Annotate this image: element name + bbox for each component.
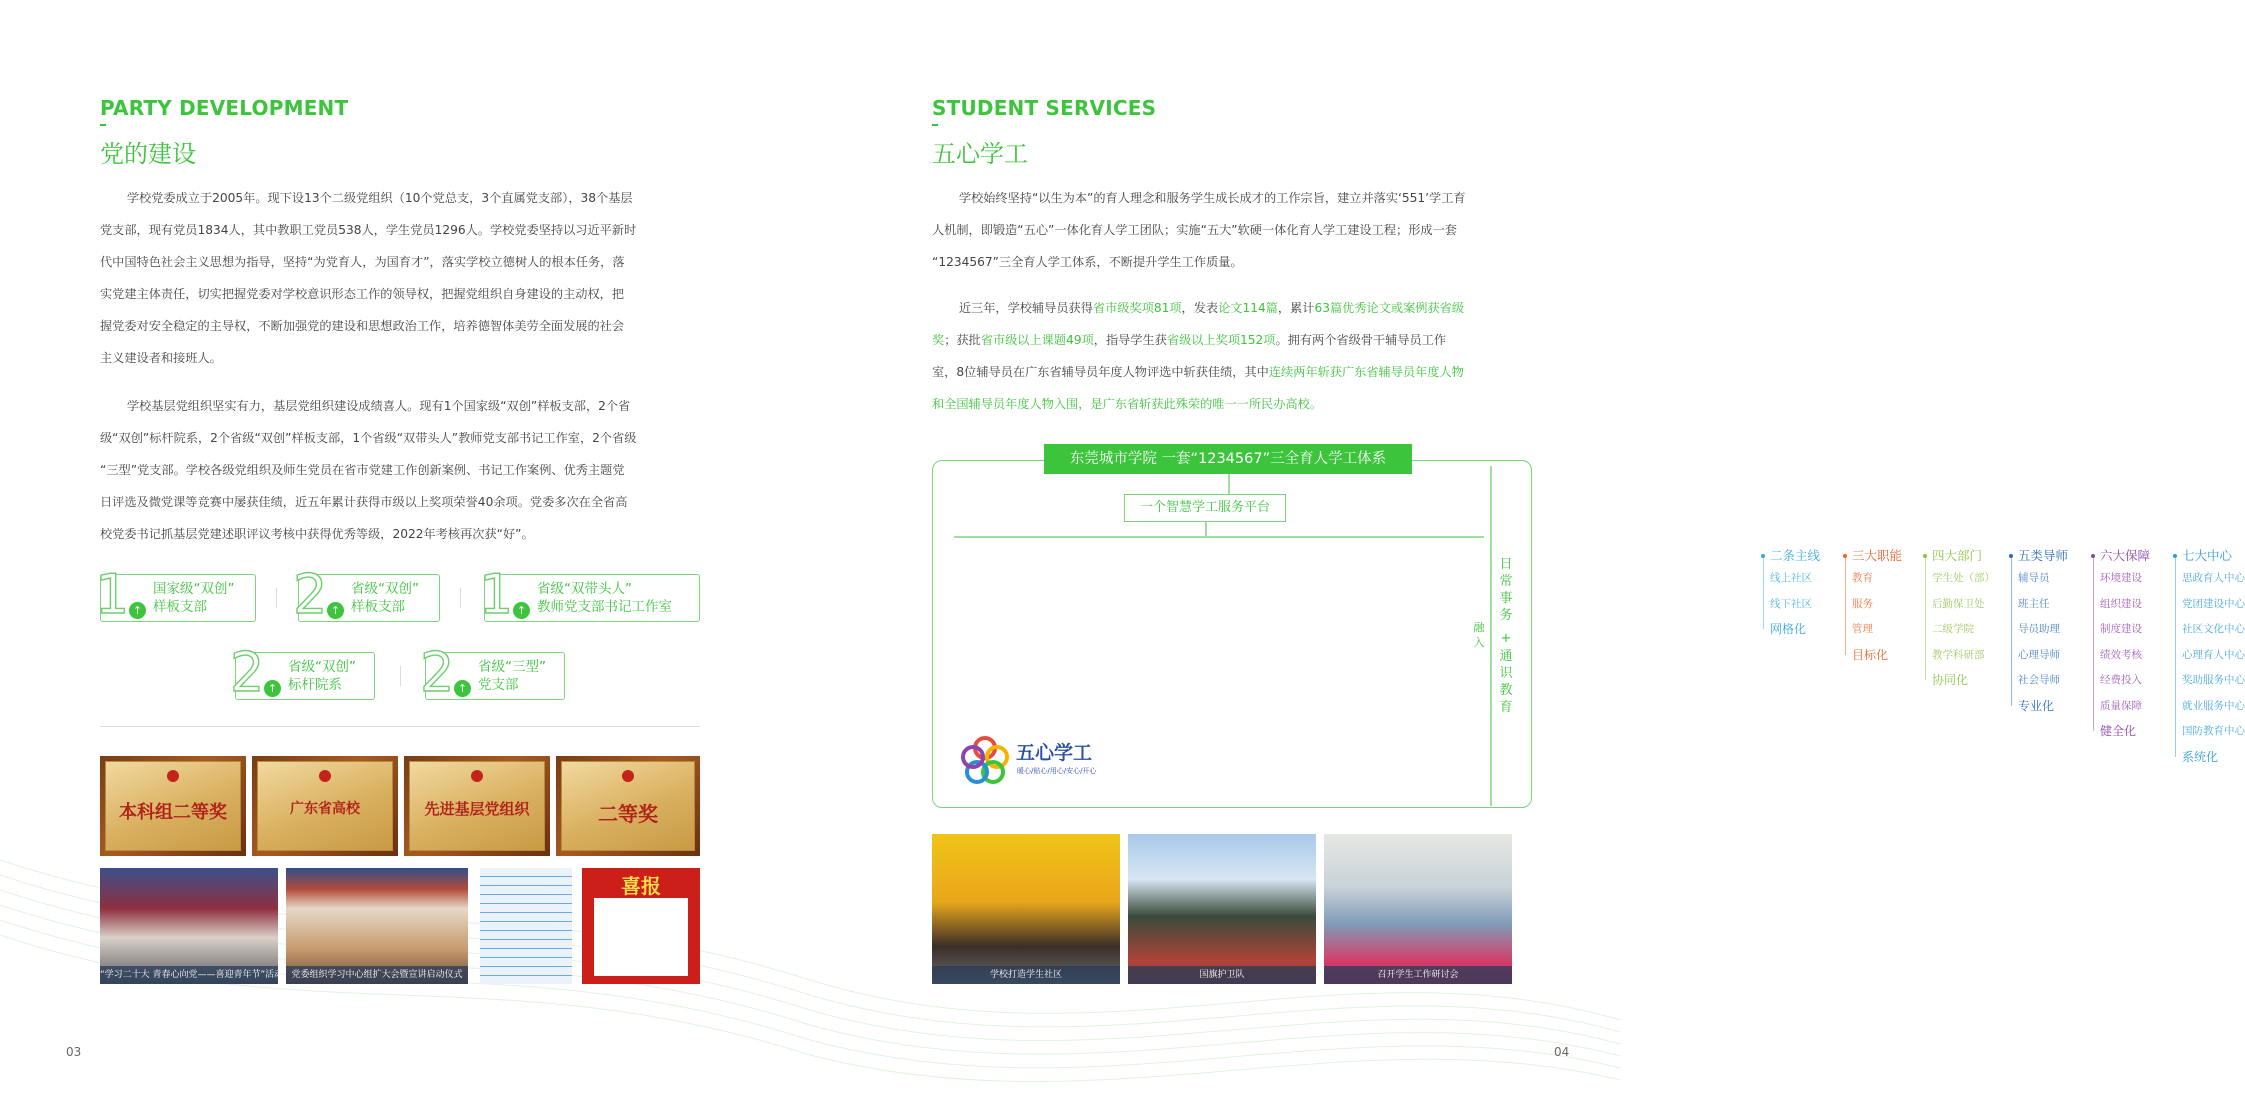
group-photo-image <box>100 868 284 984</box>
plaque-text: 本科组二等奖 <box>119 802 227 823</box>
award-plaque-image <box>252 756 398 856</box>
award-line2: 教师党支部书记工作室 <box>537 599 672 615</box>
award-national-model-branch <box>95 563 256 626</box>
diagram-header: 东莞城市学院 一套“1234567”三全育人学工体系 <box>1044 444 1412 474</box>
column-heading: 五类导师 <box>2018 548 2069 563</box>
section-en-title: PARTY DEVELOPMENT <box>100 96 349 120</box>
paragraph-text: 近三年，学校辅导员获得 <box>958 301 1093 315</box>
award-number: 2 <box>420 641 455 704</box>
up-arrow-icon: ↑ <box>454 680 471 697</box>
up-arrow-icon: ↑ <box>129 602 146 619</box>
award-number: 1 <box>479 563 514 626</box>
diagram-column <box>2182 546 2245 769</box>
right-page-student-services <box>810 0 2245 1100</box>
highlighted-text: 63篇优秀论文或案例获省级 <box>1314 301 1465 315</box>
paragraph-line <box>932 292 1532 324</box>
column-line <box>1763 558 1764 629</box>
award-provincial-model-branch <box>293 563 440 626</box>
column-footer: 系统化 <box>2182 749 2219 764</box>
side-label-general-education: 通 识 教 育 <box>1499 649 1513 715</box>
column-item: 环境建设 <box>2100 572 2142 584</box>
counselor-achievements-paragraph <box>932 292 1532 420</box>
column-item: 导员助理 <box>2018 623 2060 635</box>
page-number: 03 <box>66 1045 82 1059</box>
column-item: 制度建设 <box>2100 623 2142 635</box>
column-line <box>1925 558 1926 680</box>
highlighted-text: 省级以上奖项152项 <box>1166 333 1276 347</box>
section-divider <box>100 726 700 727</box>
award-line2: 样板支部 <box>351 599 405 615</box>
section-en-title: STUDENT SERVICES <box>932 96 1157 120</box>
column-item: 社区文化中心 <box>2182 623 2245 635</box>
award-number: 2 <box>293 563 328 626</box>
section-cn-title: 党的建设 <box>100 140 196 168</box>
column-item: 就业服务中心 <box>2182 699 2245 712</box>
diagram-column <box>2018 546 2068 718</box>
award-plaque-image <box>100 756 246 856</box>
paragraph-line: 主义建设者和接班人。 <box>100 351 222 365</box>
plaque-text: 先进基层党组织 <box>424 800 530 818</box>
diagram-column <box>1852 546 1902 667</box>
photo-caption: 召开学生工作研讨会 <box>1324 966 1512 984</box>
column-item: 管理 <box>1852 623 1873 635</box>
divider <box>276 588 277 608</box>
column-item: 线下社区 <box>1770 597 1812 610</box>
photo-caption: 学校打造学生社区 <box>932 966 1120 984</box>
flag-guard-photo-image <box>1128 834 1316 984</box>
column-item: 社会导师 <box>2018 674 2060 686</box>
column-item: 教学科研部 <box>1932 648 1985 661</box>
paragraph-line: 学校基层党组织坚实有力，基层党组织建设成绩喜人。现有1个国家级“双创”样板支部，2个省 <box>126 399 631 413</box>
connector-line <box>954 536 1484 538</box>
page-number: 04 <box>1554 1045 1570 1059</box>
paragraph-line: 握党委对安全稳定的主导权，不断加强党的建设和思想政治工作，培养德智体美劳全面发展的社会 <box>100 319 625 333</box>
paragraph-text: 室，8位辅导员在广东省辅导员年度人物评选中斩获佳绩，其中 <box>932 365 1269 379</box>
column-line <box>1845 558 1846 655</box>
column-heading: 六大保障 <box>2100 548 2151 563</box>
column-item: 后勤保卫处 <box>1932 597 1985 610</box>
column-heading: 七大中心 <box>2182 548 2233 563</box>
paragraph-line: “三型”党支部。学校各级党组织及师生党员在省市党建工作创新案例、书记工作案例、优秀主题党 <box>100 463 625 477</box>
paragraph-line <box>932 324 1532 356</box>
column-item: 心理育人中心 <box>2182 648 2245 661</box>
column-footer: 目标化 <box>1852 647 1889 662</box>
party-intro-paragraph <box>100 182 700 374</box>
column-footer: 网格化 <box>1770 622 1807 636</box>
photo-caption: “学习二十大 青春心向党——喜迎青年节”活动 <box>100 966 278 984</box>
paragraph-line: “1234567”三全育人学工体系，不断提升学生工作质量。 <box>932 255 1243 269</box>
award-line2: 标杆院系 <box>288 677 342 693</box>
left-page-party-development <box>0 0 810 1100</box>
award-line1: 省级“双带头人” <box>537 581 632 597</box>
award-line1: 省级“双创” <box>288 659 356 675</box>
column-heading: 四大部门 <box>1932 548 1983 563</box>
award-line1: 省级“双创” <box>351 581 419 597</box>
photo-caption: 国旗护卫队 <box>1128 966 1316 984</box>
column-item: 服务 <box>1852 597 1873 610</box>
column-item: 二级学院 <box>1932 623 1974 635</box>
column-item: 学生处（部） <box>1932 572 1995 584</box>
logo-title: 五心学工 <box>1016 742 1093 764</box>
title-tick <box>932 124 938 126</box>
highlighted-text: 省市级奖项81项 <box>1092 301 1182 315</box>
plaque-text: 二等奖 <box>598 802 658 826</box>
column-item: 质量保障 <box>2100 699 2142 712</box>
award-three-type-branch <box>420 641 565 704</box>
paragraph-text: 。拥有两个省级骨干辅导员工作 <box>1275 333 1447 347</box>
column-item: 班主任 <box>2018 597 2050 610</box>
award-plaque-image <box>556 756 700 856</box>
title-tick <box>100 124 106 126</box>
column-heading: 二条主线 <box>1770 548 1821 563</box>
divider <box>400 666 401 686</box>
paragraph-line: 级“双创”标杆院系，2个省级“双创”样板支部，1个省级“双带头人”教师党支部书记工作室，2个省级 <box>100 431 637 445</box>
party-achievements-paragraph <box>100 390 700 550</box>
announcement-photo-image <box>582 868 700 984</box>
paragraph-text: ，发表 <box>1181 301 1219 315</box>
seminar-photo-image <box>1324 834 1512 984</box>
award-provincial-benchmark-department <box>230 641 375 704</box>
column-footer: 协同化 <box>1932 673 1969 687</box>
column-item: 奖助服务中心 <box>2182 674 2245 686</box>
highlighted-text: 连续两年斩获广东省辅导员年度人物 <box>1268 365 1464 379</box>
award-line1: 国家级“双创” <box>153 581 235 597</box>
column-line <box>2175 558 2176 757</box>
paragraph-line: 日评选及微党课等竞赛中屡获佳绩，近五年累计获得市级以上奖项荣誉40余项。党委多次在全省高 <box>100 495 628 509</box>
plus-sign: + <box>1500 631 1512 646</box>
up-arrow-icon: ↑ <box>327 602 344 619</box>
highlighted-text: 论文114篇 <box>1218 301 1278 315</box>
highlighted-text: 省市级以上课题49项 <box>980 333 1094 347</box>
column-heading: 三大职能 <box>1852 548 1903 563</box>
column-item: 线上社区 <box>1770 572 1812 584</box>
paragraph-text: ；获批 <box>944 333 981 347</box>
side-label-daily-affairs: 日 常 事 务 <box>1499 557 1513 623</box>
paragraph-text: ，指导学生获 <box>1093 333 1167 347</box>
paragraph-line: 学校始终坚持“以生为本”的育人理念和服务学生成长成才的工作宗旨，建立并落实‘551’学工育 <box>958 191 1466 205</box>
column-item: 绩效考核 <box>2100 648 2142 661</box>
column-footer: 健全化 <box>2100 724 2137 738</box>
platform-box: 一个智慧学工服务平台 <box>1124 494 1286 522</box>
up-arrow-icon: ↑ <box>264 680 281 697</box>
connector-line <box>1205 522 1207 536</box>
paragraph-line: 人机制，即锻造“五心”一体化育人学工团队；实施“五大”软硬一体化育人学工建设工程；形成一套 <box>932 223 1457 237</box>
wuxin-logo-icon <box>958 734 1012 788</box>
award-number: 2 <box>230 641 265 704</box>
connector-line <box>1228 474 1230 494</box>
award-line1: 省级“三型” <box>478 659 546 675</box>
diagram-column <box>1770 546 1820 641</box>
highlighted-text: 奖 <box>932 333 945 347</box>
award-line2: 样板支部 <box>153 599 207 615</box>
document-photo-image <box>480 868 572 984</box>
logo-subtitle: 暖心/贴心/用心/安心/开心 <box>1017 767 1097 775</box>
diagram-column <box>2100 546 2150 743</box>
meeting-photo-image <box>286 868 468 984</box>
paragraph-text: ，累计 <box>1277 301 1315 315</box>
highlighted-text: 和全国辅导员年度人物入围，是广东省斩获此殊荣的唯一一所民办高校。 <box>932 397 1322 411</box>
up-arrow-icon: ↑ <box>513 602 530 619</box>
section-cn-title: 五心学工 <box>932 140 1028 168</box>
award-plaque-image <box>404 756 550 856</box>
column-line <box>2093 558 2094 731</box>
column-item: 国防教育中心 <box>2182 725 2245 737</box>
award-double-leader-studio <box>479 563 700 626</box>
column-item: 组织建设 <box>2100 597 2142 610</box>
student-services-intro-paragraph <box>932 182 1532 278</box>
paragraph-line: 校党委书记抓基层党建述职评议考核中获得优秀等级，2022年考核再次获“好”。 <box>100 527 534 541</box>
paragraph-line <box>932 388 1532 420</box>
award-number: 1 <box>95 563 130 626</box>
side-label-merge: 融 入 <box>1473 621 1485 649</box>
award-line2: 党支部 <box>478 677 519 693</box>
paragraph-line: 学校党委成立于2005年。现下设13个二级党组织（10个党总支，3个直属党支部），38个基层 <box>126 191 633 205</box>
paragraph-line: 实党建主体责任，切实把握党委对学校意识形态工作的领导权，把握党组织自身建设的主动权，把 <box>100 287 625 301</box>
divider <box>460 588 461 608</box>
column-line <box>2011 558 2012 706</box>
column-item: 心理导师 <box>2018 648 2060 661</box>
column-item: 思政育人中心 <box>2182 572 2245 584</box>
column-item: 辅导员 <box>2018 572 2050 584</box>
column-footer: 专业化 <box>2018 698 2055 713</box>
diagram-column <box>1932 546 1995 692</box>
student-community-photo-image <box>932 834 1120 984</box>
paragraph-line: 代中国特色社会主义思想为指导，坚持“为党育人，为国育才”，落实学校立德树人的根本任务，落 <box>100 255 625 269</box>
column-item: 经费投入 <box>2100 674 2142 686</box>
announcement-paper <box>594 898 688 976</box>
plaque-text: 广东省高校 <box>290 801 360 817</box>
side-bracket-line <box>1490 466 1492 806</box>
announcement-title: 喜报 <box>621 874 661 898</box>
column-item: 教育 <box>1852 572 1873 584</box>
column-item: 党团建设中心 <box>2182 597 2245 610</box>
paragraph-line: 党支部，现有党员1834人，其中教职工党员538人，学生党员1296人。学校党委坚持以习近平新时 <box>100 223 637 237</box>
paragraph-line <box>932 356 1532 388</box>
photo-caption: 党委组织学习中心组扩大会暨宣讲启动仪式 <box>286 966 468 984</box>
